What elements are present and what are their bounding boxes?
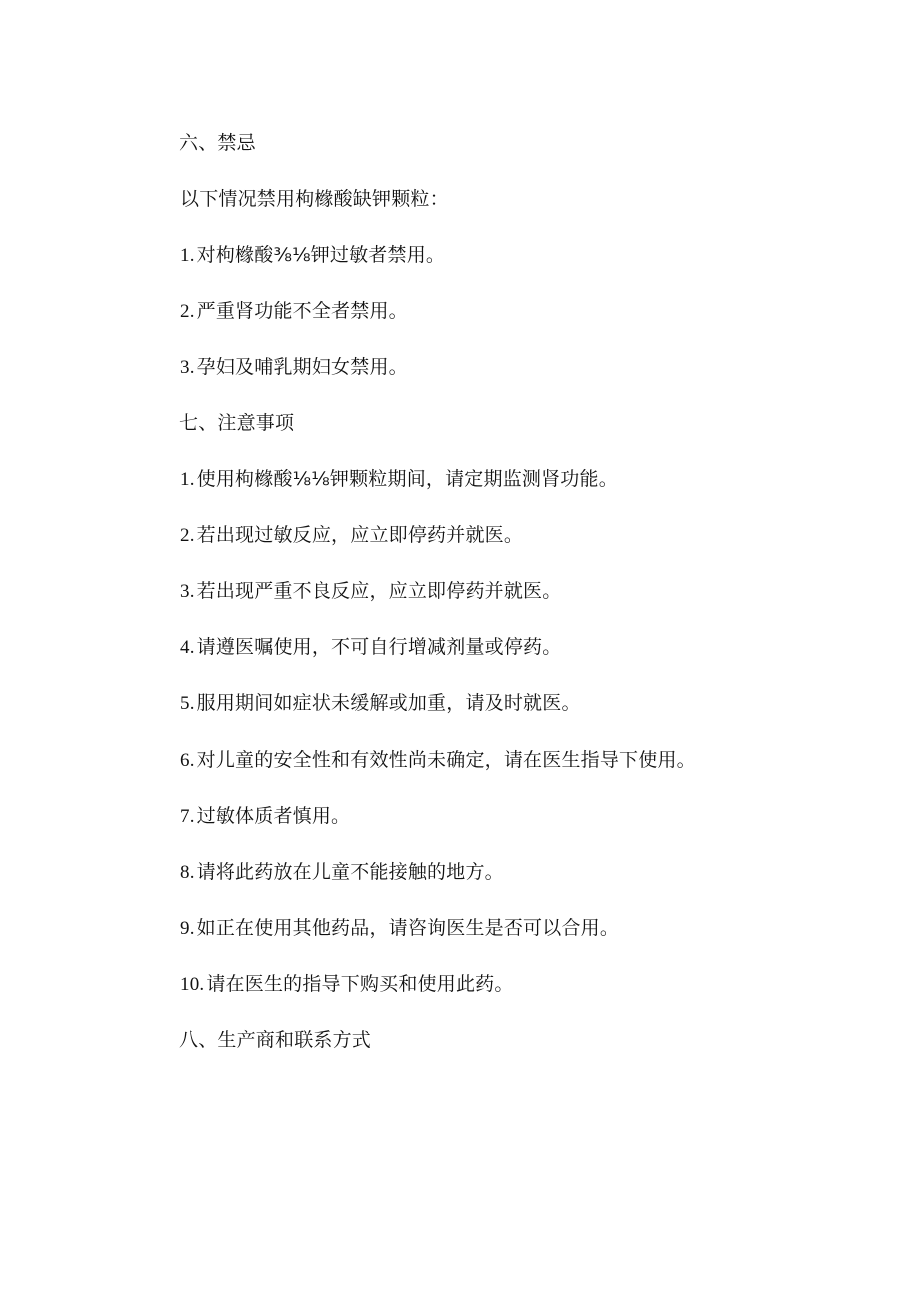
list-item-text: 如正在使用其他药品，请咨询医生是否可以合用。: [196, 917, 620, 939]
section-heading-contraindications: 六、禁忌: [179, 132, 256, 154]
list-item-number: 1.: [180, 245, 195, 266]
list-item-text: 过敏体质者慎用。: [196, 805, 351, 827]
list-item-number: 2.: [180, 525, 195, 546]
list-item: [180, 748, 696, 773]
list-item: [180, 804, 350, 829]
list-item-text: 若出现严重不良反应，应立即停药并就医。: [196, 580, 562, 602]
list-item: [180, 243, 445, 268]
list-item-text: 服用期间如症状未缓解或加重，请及时就医。: [196, 692, 581, 714]
list-item: [180, 355, 408, 380]
list-item-text: 孕妇及哺乳期妇女禁用。: [196, 356, 408, 378]
list-item-number: 2.: [180, 301, 195, 322]
contraindications-intro: 以下情况禁用枸橼酸缺钾颗粒：: [180, 188, 449, 210]
list-item: [180, 579, 561, 604]
list-item-text: 若出现过敏反应，应立即停药并就医。: [196, 524, 524, 546]
list-item-number: 3.: [180, 581, 195, 602]
list-item: [180, 635, 561, 660]
list-item-text: 使用枸橼酸⅛⅛钾颗粒期间，请定期监测肾功能。: [196, 468, 618, 490]
list-item-number: 7.: [180, 806, 195, 827]
list-item-number: 5.: [180, 693, 195, 714]
list-item-number: 10.: [180, 974, 205, 995]
list-item-number: 6.: [180, 750, 195, 771]
list-item: [180, 467, 618, 492]
list-item-text: 请将此药放在儿童不能接触的地方。: [196, 861, 504, 883]
list-item: [180, 691, 581, 716]
list-item-text: 对儿童的安全性和有效性尚未确定，请在医生指导下使用。: [196, 749, 696, 771]
section-heading-manufacturer: 八、生产商和联系方式: [179, 1029, 372, 1051]
list-item-number: 4.: [180, 637, 195, 658]
list-item-text: 请在医生的指导下购买和使用此药。: [206, 973, 514, 995]
list-item-number: 1.: [180, 469, 195, 490]
list-item-number: 3.: [180, 357, 195, 378]
list-item: [180, 523, 523, 548]
list-item: [180, 860, 504, 885]
list-item-text: 严重肾功能不全者禁用。: [196, 300, 408, 322]
section-heading-precautions: 七、注意事项: [179, 412, 295, 434]
list-item: [180, 916, 619, 941]
list-item: [180, 299, 408, 324]
list-item-text: 对枸橼酸⅜⅛钾过敏者禁用。: [196, 244, 446, 266]
list-item: [180, 972, 514, 997]
list-item-number: 9.: [180, 918, 195, 939]
list-item-number: 8.: [180, 862, 195, 883]
list-item-text: 请遵医嘱使用，不可自行增减剂量或停药。: [196, 636, 562, 658]
